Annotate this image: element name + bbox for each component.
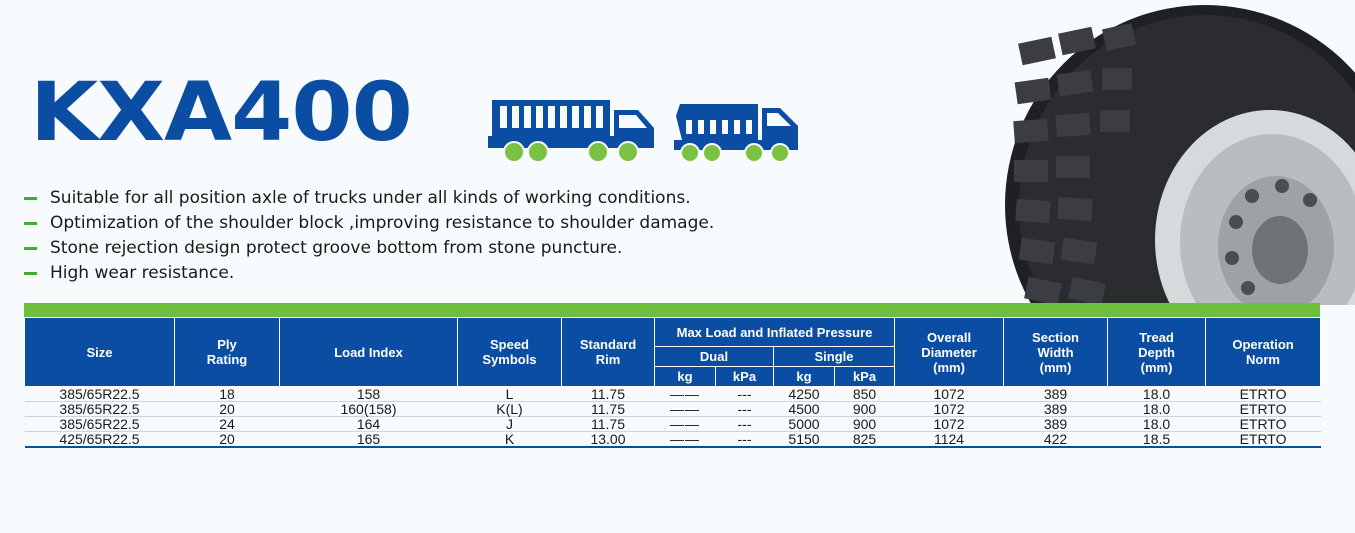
bullet-dash-icon [24, 272, 37, 275]
table-row: 385/65R22.5 18 158 L 11.75 —— --- 4250 850 1072 389 18.0 ETRTO [25, 387, 1321, 402]
header-single: Single [774, 347, 895, 367]
product-title: KXA400 [30, 64, 412, 160]
header-max-load: Max Load and Inflated Pressure [655, 318, 895, 347]
feature-item: Suitable for all position axle of trucks under all kinds of working conditions. [24, 186, 714, 211]
bullet-dash-icon [24, 222, 37, 225]
spec-table [24, 317, 1321, 448]
tire-image [1000, 0, 1355, 305]
truck-icons [488, 92, 818, 167]
bullet-dash-icon [24, 247, 37, 250]
tipper-truck-icon [674, 104, 798, 162]
feature-item: Stone rejection design protect groove bottom from stone puncture. [24, 236, 714, 261]
header-speed-symbols: Speed Symbols [458, 318, 562, 387]
header-dual-kpa: kPa [716, 367, 774, 387]
bullet-dash-icon [24, 197, 37, 200]
header-dual-kg: kg [655, 367, 716, 387]
table-row: 385/65R22.5 24 164 J 11.75 —— --- 5000 900 1072 389 18.0 ETRTO [25, 417, 1321, 432]
table-top-accent-bar [24, 303, 1320, 317]
header-single-kpa: kPa [835, 367, 895, 387]
feature-item: High wear resistance. [24, 261, 714, 286]
header-operation-norm: Operation Norm [1206, 318, 1321, 387]
feature-item: Optimization of the shoulder block ,improving resistance to shoulder damage. [24, 211, 714, 236]
header-section-width: Section Width (mm) [1004, 318, 1108, 387]
header-tread-depth: Tread Depth (mm) [1108, 318, 1206, 387]
header-single-kg: kg [774, 367, 835, 387]
header-dual: Dual [655, 347, 774, 367]
header-size: Size [25, 318, 175, 387]
header-load-index: Load Index [280, 318, 458, 387]
table-row: 425/65R22.5 20 165 K 13.00 —— --- 5150 825 1124 422 18.5 ETRTO [25, 432, 1321, 448]
header-ply-rating: Ply Rating [175, 318, 280, 387]
header-standard-rim: Standard Rim [562, 318, 655, 387]
header-overall-diameter: Overall Diameter (mm) [895, 318, 1004, 387]
table-row: 385/65R22.5 20 160(158) K(L) 11.75 —— --- 4500 900 1072 389 18.0 ETRTO [25, 402, 1321, 417]
dump-truck-icon [488, 100, 654, 162]
feature-list [24, 186, 714, 286]
